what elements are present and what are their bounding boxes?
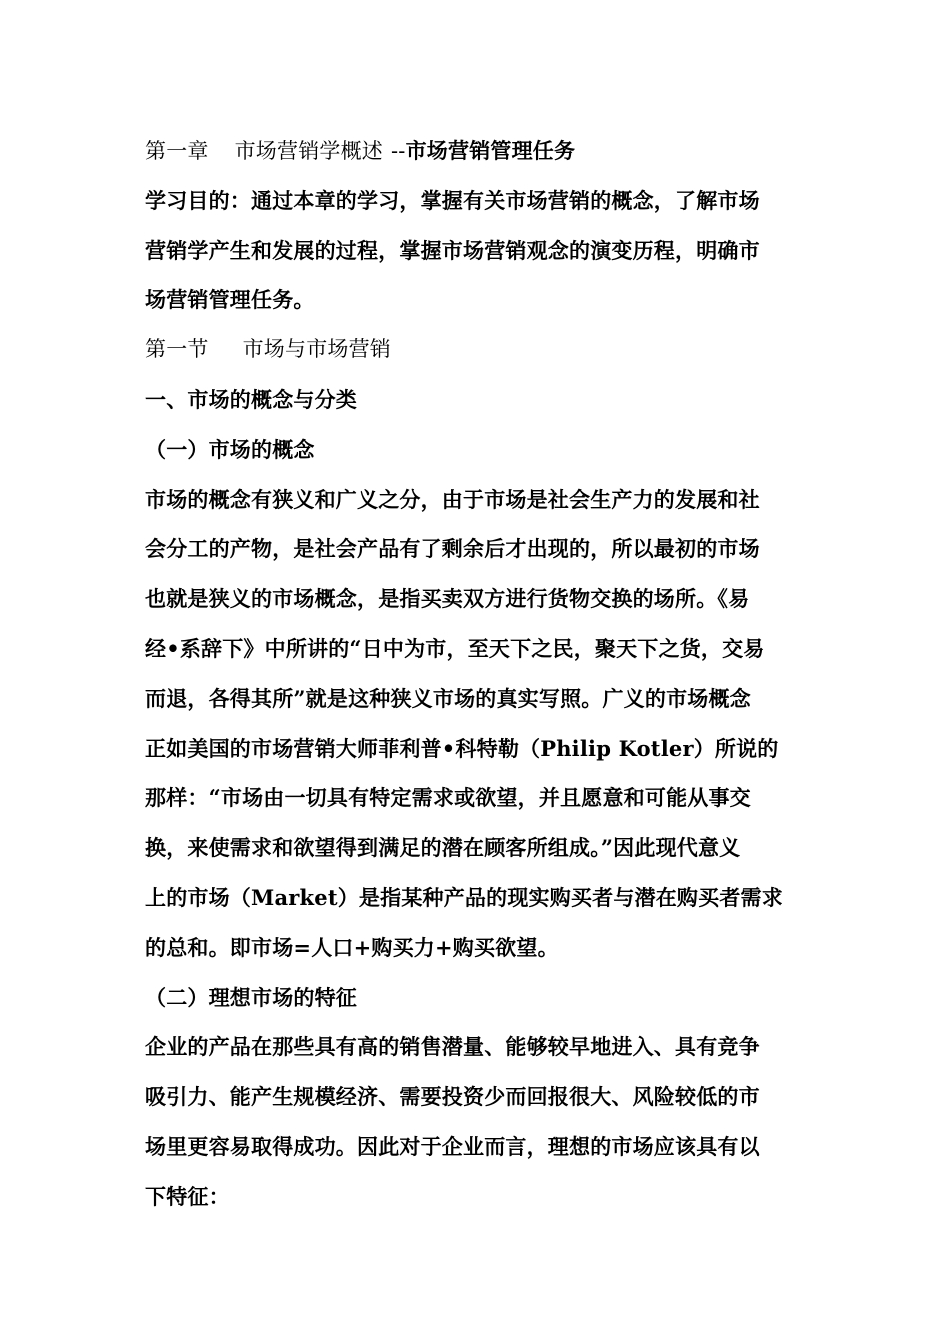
objective-line-1: 学习目的：通过本章的学习，掌握有关市场营销的概念，了解市场 bbox=[145, 187, 760, 213]
para1-line-3: 也就是狭义的市场概念，是指买卖双方进行货物交换的场所。《易 bbox=[145, 586, 750, 612]
section-name: 市场与市场营销 bbox=[242, 337, 392, 362]
para2-line-1: 企业的产品在那些具有高的销售潜量、能够较早地进入、具有竞争 bbox=[145, 1034, 760, 1060]
chapter-dash: -- bbox=[391, 139, 406, 163]
chapter-title bbox=[145, 126, 805, 176]
subheading-1: （一）市场的概念 bbox=[145, 436, 315, 462]
subheading-2: （二）理想市场的特征 bbox=[145, 984, 357, 1010]
para2-line-4: 下特征： bbox=[145, 1183, 230, 1209]
para2-line-3: 场里更容易取得成功。因此对于企业而言，理想的市场应该具有以 bbox=[145, 1133, 760, 1159]
objective-line-2: 营销学产生和发展的过程，掌握市场营销观念的演变历程，明确市 bbox=[145, 237, 760, 263]
para1-line-1: 市场的概念有狭义和广义之分，由于市场是社会生产力的发展和社 bbox=[145, 486, 760, 512]
objective-line-3: 场营销管理任务。 bbox=[145, 287, 315, 313]
para1-line-6: 正如美国的市场营销大师菲利普•科特勒（Philip Kotler）所说的 bbox=[145, 735, 779, 761]
document-body bbox=[145, 126, 805, 1222]
heading-1: 一、市场的概念与分类 bbox=[145, 386, 357, 412]
para1-line-10: 的总和。即市场=人口+购买力+购买欲望。 bbox=[145, 934, 559, 960]
para1-line-9: 上的市场（Market）是指某种产品的现实购买者与潜在购买者需求 bbox=[145, 884, 783, 910]
para2-line-2: 吸引力、能产生规模经济、需要投资少而回报很大、风险较低的市 bbox=[145, 1084, 760, 1110]
section-title bbox=[145, 325, 805, 375]
para1-line-8: 换，来使需求和欲望得到满足的潜在顾客所组成。”因此现代意义 bbox=[145, 835, 741, 861]
chapter-number: 第一章 bbox=[145, 139, 209, 163]
chapter-subtitle: 市场营销管理任务 bbox=[405, 138, 576, 163]
para1-line-2: 会分工的产物，是社会产品有了剩余后才出现的，所以最初的市场 bbox=[145, 536, 760, 562]
chapter-name: 市场营销学概述 bbox=[234, 139, 384, 163]
section-number: 第一节 bbox=[145, 337, 209, 362]
para1-line-4: 经•系辞下》中所讲的“日中为市，至天下之民，聚天下之货，交易 bbox=[145, 635, 765, 661]
para1-line-5: 而退，各得其所”就是这种狭义市场的真实写照。广义的市场概念 bbox=[145, 685, 751, 711]
para1-line-7: 那样：“市场由一切具有特定需求或欲望，并且愿意和可能从事交 bbox=[145, 785, 751, 811]
